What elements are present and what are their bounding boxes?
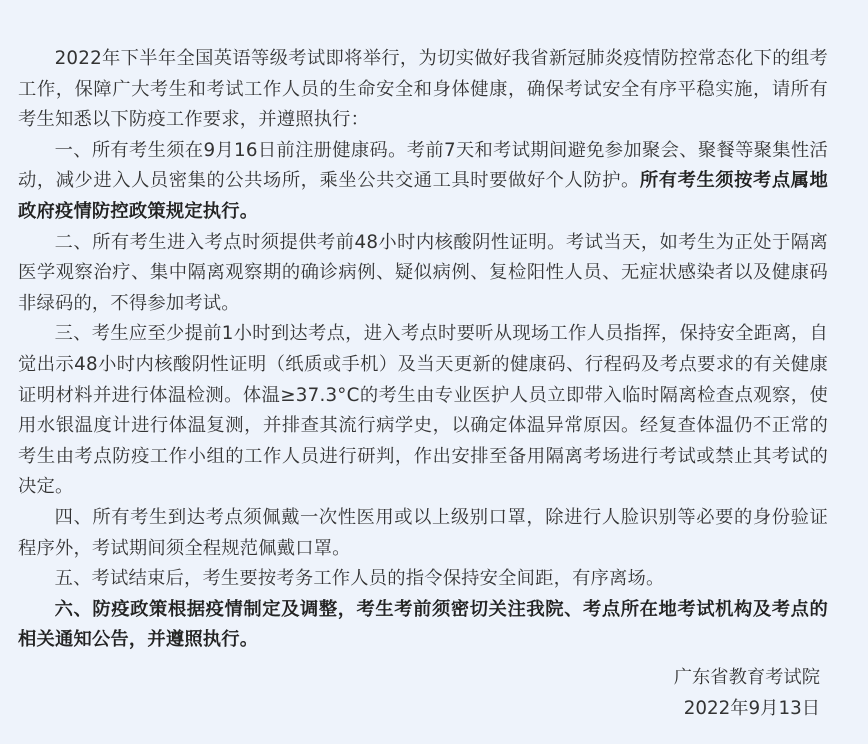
notice-item-1-emphasis: 所有考生须按考点属地政府疫情防控政策规定执行。: [18, 170, 828, 222]
signature-org: 广东省教育考试院: [673, 666, 820, 688]
notice-item-2: 二、所有考生进入考点时须提供考前48小时内核酸阴性证明。考试当天，如考生为正处于隔离医学观察治疗、集中隔离观察期的确诊病例、疑似病例、复检阳性人员、无症状感染者以及健康码非绿码的，不得参加考试。: [18, 231, 828, 314]
signature-date: 2022年9月13日: [683, 697, 820, 719]
notice-intro: 2022年下半年全国英语等级考试即将举行，为切实做好我省新冠肺炎疫情防控常态化下的组考工作，保障广大考生和考试工作人员的生命安全和身体健康，确保考试安全有序平稳实施，请所有考生知悉以下防疫工作要求，并遵照执行：: [18, 48, 828, 131]
signature-block: [18, 662, 828, 724]
notice-item-3: 三、考生应至少提前1小时到达考点，进入考点时要听从现场工作人员指挥，保持安全距离，自觉出示48小时内核酸阴性证明（纸质或手机）及当天更新的健康码、行程码及考点要求的有关健康证明材料并进行体温检测。体温≥37.3°C的考生由专业医护人员立即带入临时隔离检查点观察，使用水银温度计进行体温复测，并排查其流行病学史，以确定体温异常原因。经复查体温仍不正常的考生由考点防疫工作小组的工作人员进行研判，作出安排至备用隔离考场进行考试或禁止其考试的决定。: [18, 323, 828, 498]
notice-item-4: 四、所有考生到达考点须佩戴一次性医用或以上级别口罩，除进行人脸识别等必要的身份验证程序外，考试期间须全程规范佩戴口罩。: [18, 506, 828, 559]
notice-item-6: 六、防疫政策根据疫情制定及调整，考生考前须密切关注我院、考点所在地考试机构及考点的相关通知公告，并遵照执行。: [18, 598, 828, 651]
notice-item-1-text: 一、所有考生须在9月16日前注册健康码。考前7天和考试期间避免参加聚会、聚餐等聚集性活动，减少进入人员密集的公共场所，乘坐公共交通工具时要做好个人防护。: [18, 139, 828, 192]
notice-item-5: 五、考试结束后，考生要按考务工作人员的指令保持安全间距，有序离场。: [54, 568, 665, 590]
notice-item-1: [18, 136, 828, 228]
